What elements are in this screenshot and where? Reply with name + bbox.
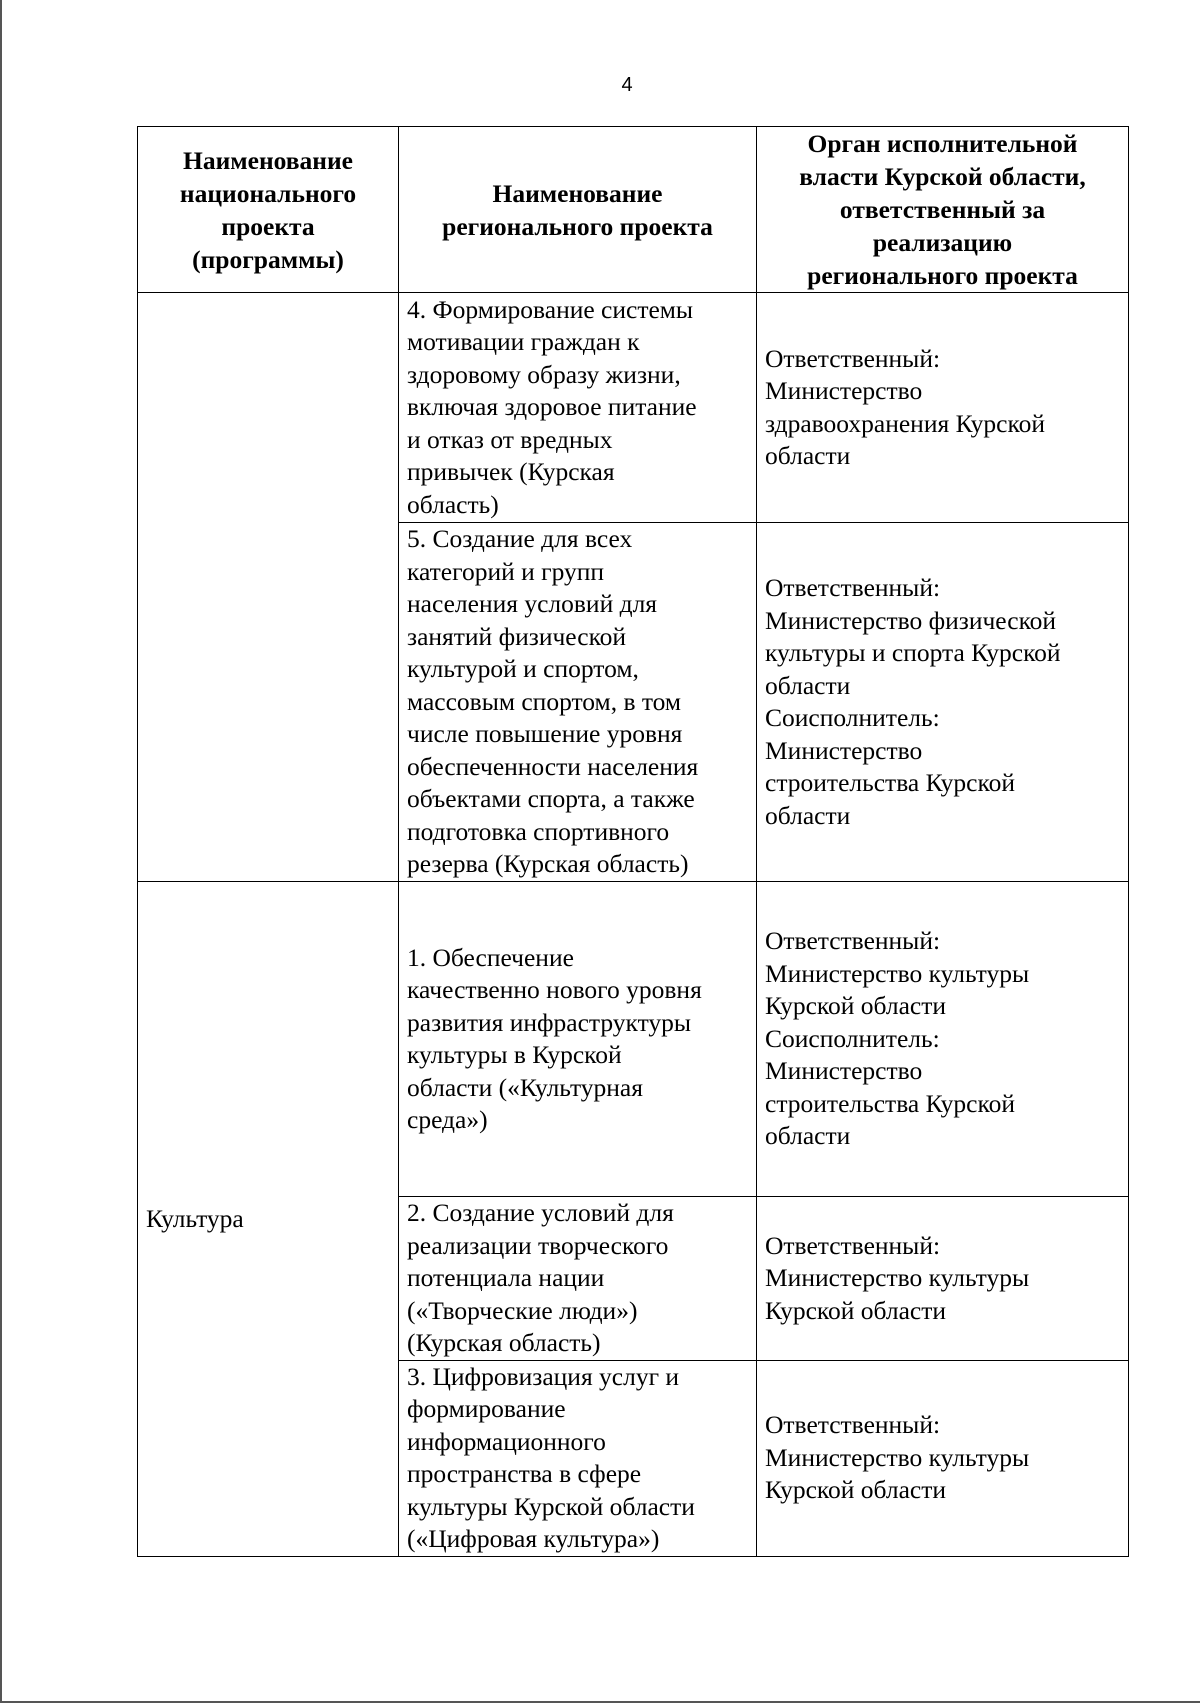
header-regional-project: Наименование регионального проекта xyxy=(399,127,757,293)
regional-project-cell: 4. Формирование системы мотивации граждан к здоровому образу жизни, включая здоровое питание и отказ от вредных привычек (Курская область) xyxy=(399,293,757,523)
regional-project-cell: 5. Создание для всех категорий и групп населения условий для занятий физической культурой и спортом, массовым спортом, в том числе повышение уровня обеспеченности населения объектами спорта, а также подготовка спортивного резерва (Курская область) xyxy=(399,523,757,882)
national-project-cell: Культура xyxy=(138,882,399,1557)
authority-cell: Ответственный: Министерство физической культуры и спорта Курской области Соисполнитель: Министерство строительства Курской области xyxy=(757,523,1129,882)
header-national-project: Наименование национального проекта (программы) xyxy=(138,127,399,293)
header-responsible-authority: Орган исполнительной власти Курской области, ответственный за реализацию регионального проекта xyxy=(757,127,1129,293)
scan-left-edge xyxy=(0,0,2,1703)
authority-cell: Ответственный: Министерство культуры Курской области xyxy=(757,1360,1129,1556)
authority-cell: Ответственный: Министерство культуры Курской области xyxy=(757,1197,1129,1361)
table-row xyxy=(138,293,1129,523)
table-row xyxy=(138,882,1129,1197)
regional-project-cell: 3. Цифровизация услуг и формирование информационного пространства в сфере культуры Курской области («Цифровая культура») xyxy=(399,1360,757,1556)
regional-project-cell: 1. Обеспечение качественно нового уровня развития инфраструктуры культуры в Курской области («Культурная среда») xyxy=(399,882,757,1197)
projects-table xyxy=(137,126,1129,1557)
authority-cell: Ответственный: Министерство культуры Курской области Соисполнитель: Министерство строительства Курской области xyxy=(757,882,1129,1197)
table-header-row xyxy=(138,127,1129,293)
authority-cell: Ответственный: Министерство здравоохранения Курской области xyxy=(757,293,1129,523)
regional-project-cell: 2. Создание условий для реализации творческого потенциала нации («Творческие люди») (Курская область) xyxy=(399,1197,757,1361)
page-number: 4 xyxy=(621,74,633,96)
national-project-cell-empty xyxy=(138,293,399,882)
